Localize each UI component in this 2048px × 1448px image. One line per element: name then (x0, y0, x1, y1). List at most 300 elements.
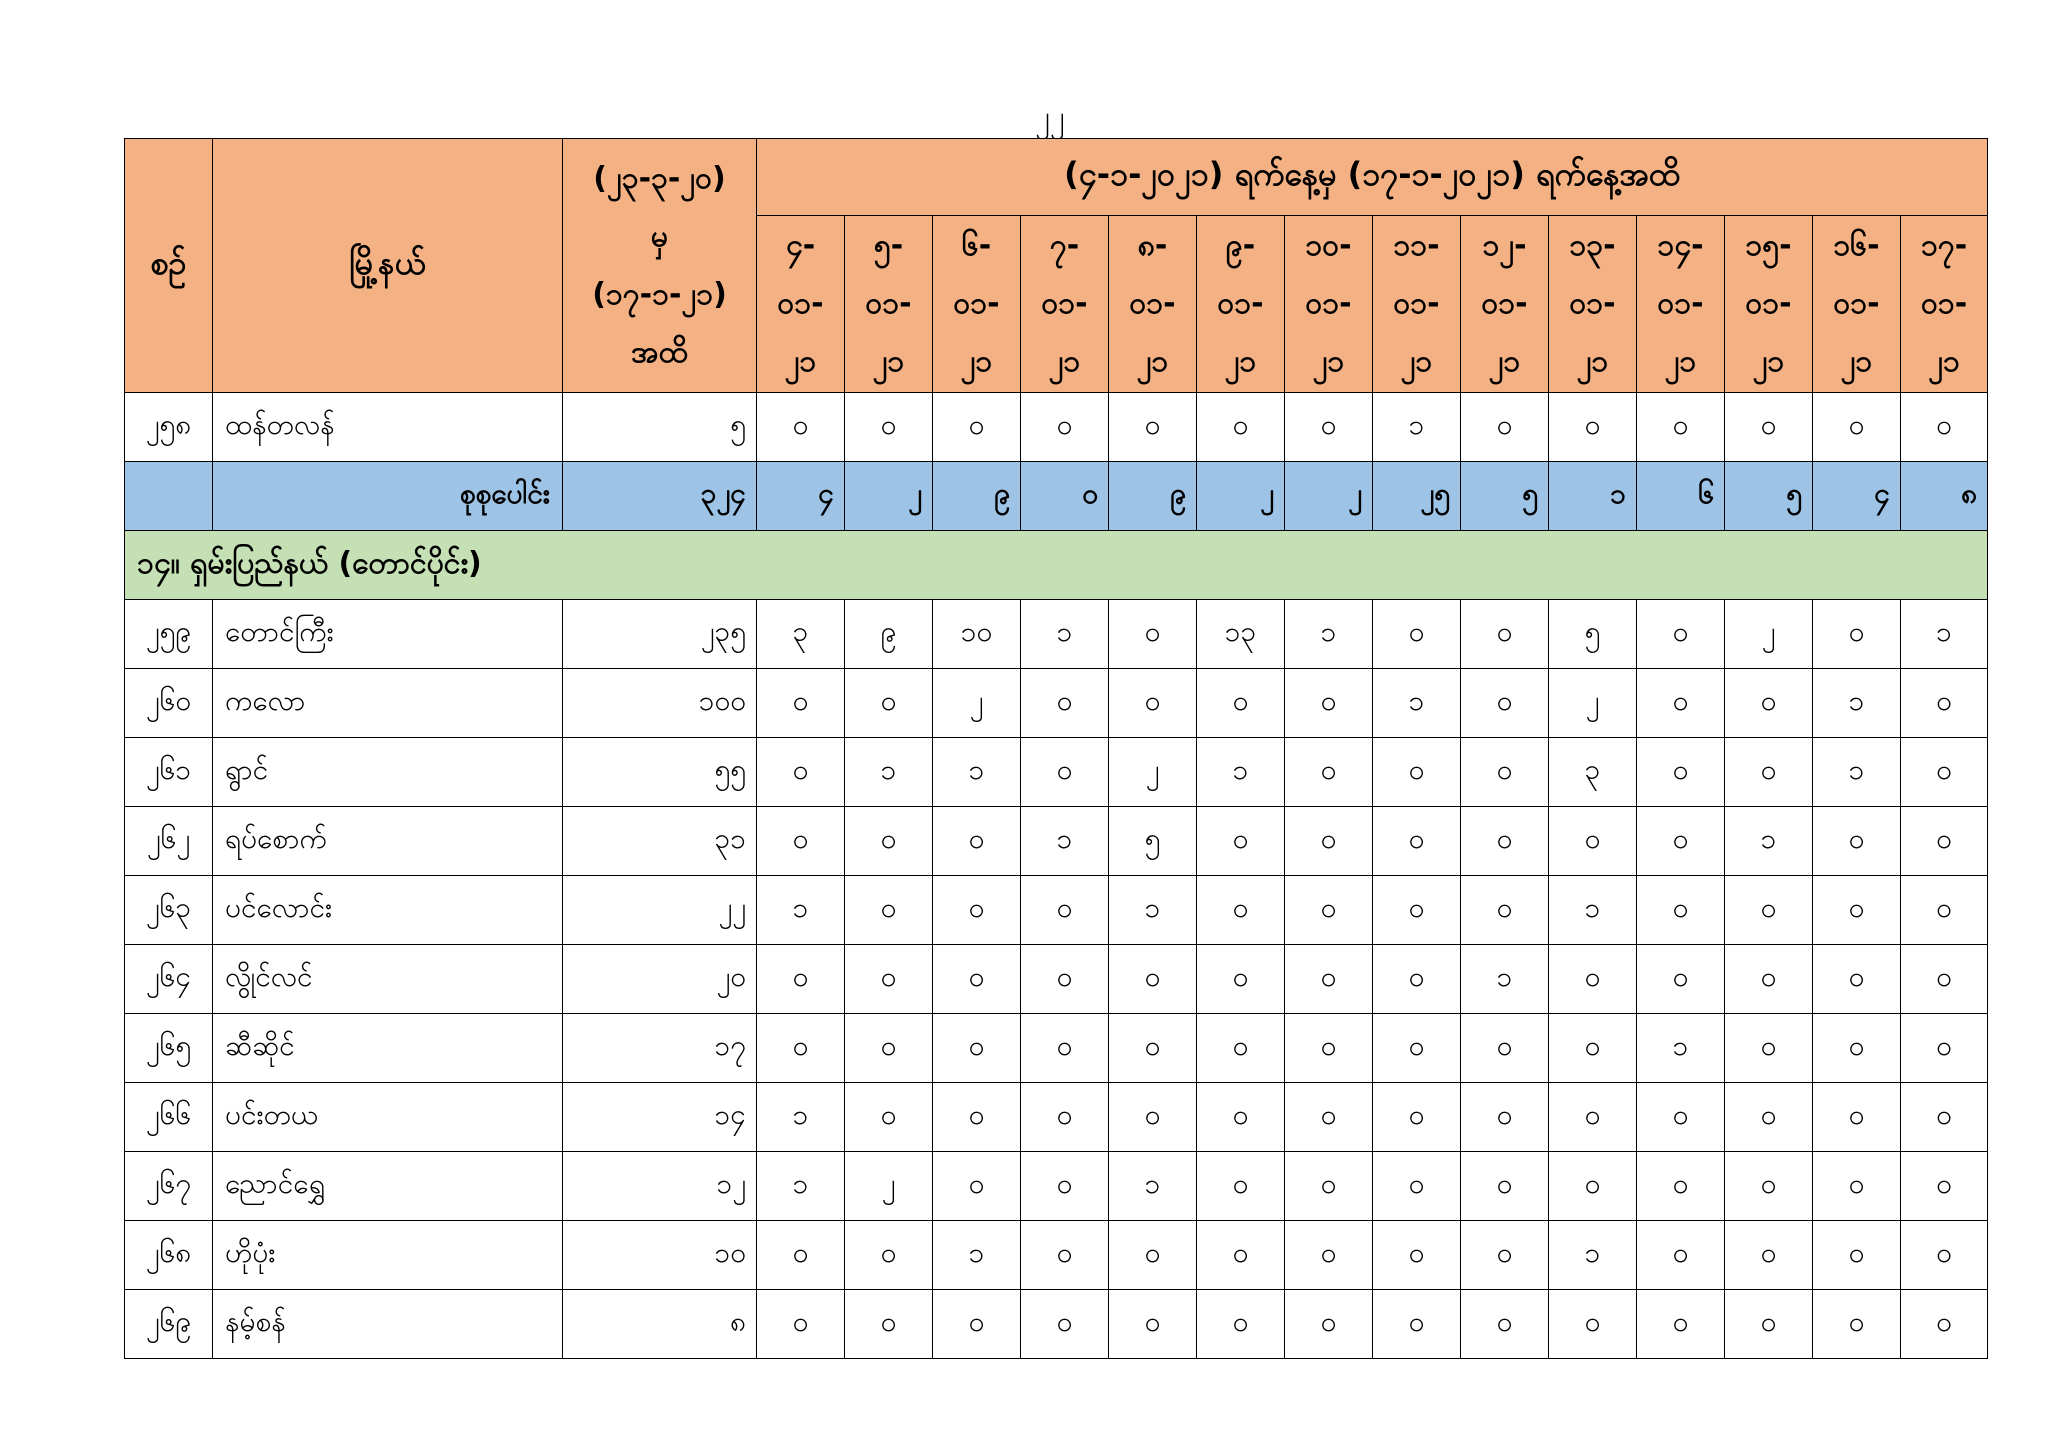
row-cumulative-total: ၃၁ (563, 807, 757, 876)
row-serial: ၂၅၉ (125, 600, 213, 669)
table-row (125, 807, 1988, 876)
header-date (1901, 216, 1988, 393)
day-cell: ၀ (757, 393, 845, 462)
day-cell: ၀ (1197, 1290, 1285, 1359)
day-cell: ၀ (1021, 1014, 1109, 1083)
date-part: ၀၁- (953, 286, 1000, 321)
date-part: ၁၅- (1745, 228, 1792, 263)
day-cell: ၀ (933, 876, 1021, 945)
date-part: ၀၁- (1657, 286, 1704, 321)
row-township: ရပ်စောက် (213, 807, 563, 876)
header-date (1021, 216, 1109, 393)
day-cell: ၀ (1549, 393, 1637, 462)
day-cell: ၀ (1461, 738, 1549, 807)
date-part: ၂၁ (1752, 344, 1785, 379)
date-part: ၇- (1049, 228, 1080, 263)
date-part: ၁၀- (1305, 228, 1352, 263)
day-cell: ၂ (1549, 669, 1637, 738)
subtotal-day: ၁ (1549, 462, 1637, 531)
row-serial: ၂၆၇ (125, 1152, 213, 1221)
day-cell: ၀ (845, 1083, 933, 1152)
day-cell: ၁ (1461, 945, 1549, 1014)
day-cell: ၀ (1637, 876, 1725, 945)
day-cell: ၀ (1901, 1221, 1988, 1290)
day-cell: ၀ (1021, 1083, 1109, 1152)
row-township: ကလော (213, 669, 563, 738)
header-date (1285, 216, 1373, 393)
table-row (125, 1014, 1988, 1083)
table-row (125, 738, 1988, 807)
day-cell: ၀ (1109, 669, 1197, 738)
subtotal-row (125, 462, 1988, 531)
day-cell: ၀ (757, 669, 845, 738)
day-cell: ၀ (1549, 1290, 1637, 1359)
row-serial: ၂၆၁ (125, 738, 213, 807)
day-cell: ၀ (1197, 1014, 1285, 1083)
day-cell: ၀ (1549, 1014, 1637, 1083)
header-date (1373, 216, 1461, 393)
subtotal-serial-blank (125, 462, 213, 531)
day-cell: ၀ (1813, 600, 1901, 669)
date-part: ၂၁ (1488, 344, 1521, 379)
day-cell: ၂ (845, 1152, 933, 1221)
table-row (125, 945, 1988, 1014)
table-row (125, 1083, 1988, 1152)
day-cell: ၀ (1109, 945, 1197, 1014)
day-cell: ၀ (1197, 1152, 1285, 1221)
date-part: ၂၁ (1400, 344, 1433, 379)
date-part: ၉- (1225, 228, 1256, 263)
day-cell: ၀ (1285, 807, 1373, 876)
day-cell: ၀ (1285, 1221, 1373, 1290)
day-cell: ၀ (757, 1221, 845, 1290)
header-cumulative-period (563, 139, 757, 393)
day-cell: ၁ (1549, 1221, 1637, 1290)
day-cell: ၂ (1109, 738, 1197, 807)
subtotal-day: ၉ (1109, 462, 1197, 531)
date-part: ၁၁- (1393, 228, 1440, 263)
day-cell: ၀ (1725, 876, 1813, 945)
day-cell: ၀ (1197, 669, 1285, 738)
day-cell: ၀ (1549, 1083, 1637, 1152)
day-cell: ၀ (757, 945, 845, 1014)
header-date (1637, 216, 1725, 393)
subtotal-day: ၄ (1813, 462, 1901, 531)
day-cell: ၁ (933, 1221, 1021, 1290)
day-cell: ၀ (1813, 1083, 1901, 1152)
table-row (125, 876, 1988, 945)
header-date (1549, 216, 1637, 393)
day-cell: ၂ (933, 669, 1021, 738)
day-cell: ၀ (1285, 945, 1373, 1014)
day-cell: ၀ (1373, 876, 1461, 945)
row-serial: ၂၆၈ (125, 1221, 213, 1290)
day-cell: ၀ (1637, 1221, 1725, 1290)
day-cell: ၀ (1197, 876, 1285, 945)
date-part: ၀၁- (1569, 286, 1616, 321)
day-cell: ၀ (1285, 876, 1373, 945)
day-cell: ၀ (1725, 1221, 1813, 1290)
table-body (125, 393, 1988, 1359)
day-cell: ၀ (845, 1290, 933, 1359)
date-part: ၅- (873, 228, 904, 263)
date-part: ၁၂- (1482, 228, 1527, 263)
row-cumulative-total: ၂၃၅ (563, 600, 757, 669)
table-row (125, 393, 1988, 462)
subtotal-day: ၄ (757, 462, 845, 531)
day-cell: ၀ (933, 945, 1021, 1014)
day-cell: ၀ (1901, 807, 1988, 876)
subtotal-day: ၅ (1461, 462, 1549, 531)
day-cell: ၀ (1637, 393, 1725, 462)
date-part: ၂၁ (1840, 344, 1873, 379)
date-part: ၆- (961, 228, 992, 263)
subtotal-day: ၈ (1901, 462, 1988, 531)
day-cell: ၃ (757, 600, 845, 669)
day-cell: ၀ (1021, 393, 1109, 462)
day-cell: ၁ (757, 1083, 845, 1152)
day-cell: ၀ (1637, 669, 1725, 738)
day-cell: ၀ (1373, 738, 1461, 807)
day-cell: ၃ (1549, 738, 1637, 807)
day-cell: ၀ (1637, 738, 1725, 807)
date-part: ၂၁ (1928, 344, 1960, 379)
subtotal-day: ၀ (1021, 462, 1109, 531)
date-part: ၁၃- (1569, 228, 1616, 263)
day-cell: ၁ (1813, 669, 1901, 738)
day-cell: ၀ (1901, 876, 1988, 945)
day-cell: ၀ (1373, 807, 1461, 876)
day-cell: ၀ (1373, 945, 1461, 1014)
day-cell: ၁ (933, 738, 1021, 807)
day-cell: ၀ (1901, 1014, 1988, 1083)
table-row (125, 1152, 1988, 1221)
date-part: ၀၁- (1305, 286, 1352, 321)
day-cell: ၀ (1725, 1152, 1813, 1221)
day-cell: ၀ (933, 393, 1021, 462)
date-part: ၂၁ (1224, 344, 1257, 379)
day-cell: ၀ (1197, 393, 1285, 462)
subtotal-day: ၉ (933, 462, 1021, 531)
day-cell: ၀ (1285, 1152, 1373, 1221)
period-line-4: အထိ (631, 334, 688, 370)
date-part: ၀၁- (1393, 286, 1440, 321)
row-cumulative-total: ၁၂ (563, 1152, 757, 1221)
date-part: ၂၁ (872, 344, 905, 379)
day-cell: ၀ (1285, 669, 1373, 738)
day-cell: ၀ (1285, 1290, 1373, 1359)
day-cell: ၂ (1725, 600, 1813, 669)
day-cell: ၀ (1461, 669, 1549, 738)
row-township: ပင်းတယ (213, 1083, 563, 1152)
subtotal-day: ၂ (845, 462, 933, 531)
row-serial: ၂၆၉ (125, 1290, 213, 1359)
day-cell: ၅ (1109, 807, 1197, 876)
row-township: နမ့်စန် (213, 1290, 563, 1359)
header-date (1813, 216, 1901, 393)
day-cell: ၀ (1021, 1152, 1109, 1221)
subtotal-day: ၂၅ (1373, 462, 1461, 531)
date-part: ၂၁ (1048, 344, 1081, 379)
day-cell: ၀ (1813, 1290, 1901, 1359)
subtotal-day: ၆ (1637, 462, 1725, 531)
day-cell: ၀ (1109, 1290, 1197, 1359)
row-cumulative-total: ၁၀၀ (563, 669, 757, 738)
day-cell: ၀ (1549, 807, 1637, 876)
row-serial: ၂၆၆ (125, 1083, 213, 1152)
day-cell: ၁၀ (933, 600, 1021, 669)
row-township: ရွာင် (213, 738, 563, 807)
day-cell: ၁ (757, 1152, 845, 1221)
day-cell: ၀ (1021, 1290, 1109, 1359)
day-cell: ၁ (1109, 876, 1197, 945)
day-cell: ၀ (1461, 1083, 1549, 1152)
day-cell: ၀ (1901, 945, 1988, 1014)
table-row (125, 669, 1988, 738)
row-serial: ၂၆၂ (125, 807, 213, 876)
day-cell: ၀ (757, 1014, 845, 1083)
date-part: ၂၁ (1312, 344, 1345, 379)
date-part: ၀၁- (1481, 286, 1528, 321)
date-part: ၂၁ (960, 344, 993, 379)
row-township: ပင်လောင်း (213, 876, 563, 945)
day-cell: ၀ (933, 807, 1021, 876)
date-part: ၀၁- (865, 286, 912, 321)
day-cell: ၀ (1373, 1221, 1461, 1290)
day-cell: ၁ (1021, 600, 1109, 669)
day-cell: ၀ (1813, 1014, 1901, 1083)
covid-cases-table (124, 138, 1988, 1359)
subtotal-label: စုစုပေါင်း (213, 462, 563, 531)
day-cell: ၀ (1109, 1221, 1197, 1290)
day-cell: ၀ (1021, 738, 1109, 807)
subtotal-day: ၅ (1725, 462, 1813, 531)
day-cell: ၀ (1637, 600, 1725, 669)
row-cumulative-total: ၅၅ (563, 738, 757, 807)
date-part: ၀၁- (1217, 286, 1264, 321)
day-cell: ၀ (933, 1083, 1021, 1152)
day-cell: ၀ (1637, 807, 1725, 876)
day-cell: ၀ (1197, 1221, 1285, 1290)
table-row (125, 600, 1988, 669)
day-cell: ၀ (1461, 1221, 1549, 1290)
page-number: ၂၂ (1035, 100, 1065, 135)
row-cumulative-total: ၁၄ (563, 1083, 757, 1152)
row-cumulative-total: ၅ (563, 393, 757, 462)
date-part: ၂၁ (784, 344, 817, 379)
day-cell: ၀ (1901, 738, 1988, 807)
row-cumulative-total: ၂၂ (563, 876, 757, 945)
day-cell: ၀ (1285, 393, 1373, 462)
day-cell: ၀ (757, 1290, 845, 1359)
day-cell: ၀ (845, 945, 933, 1014)
date-part: ၂၁ (1576, 344, 1609, 379)
day-cell: ၀ (1285, 1014, 1373, 1083)
date-part: ၀၁- (1041, 286, 1088, 321)
day-cell: ၀ (1197, 945, 1285, 1014)
date-part: ၀၁- (1129, 286, 1176, 321)
day-cell: ၀ (1637, 1290, 1725, 1359)
subtotal-day: ၂ (1197, 462, 1285, 531)
day-cell: ၀ (1725, 1083, 1813, 1152)
day-cell: ၀ (1373, 1083, 1461, 1152)
day-cell: ၀ (1021, 876, 1109, 945)
header-serial: စဉ် (125, 139, 213, 393)
day-cell: ၁ (1285, 600, 1373, 669)
day-cell: ၁ (845, 738, 933, 807)
row-serial: ၂၅၈ (125, 393, 213, 462)
period-line-3: (၁၇-၁-၂၁) (592, 276, 727, 312)
day-cell: ၀ (1549, 1152, 1637, 1221)
row-cumulative-total: ၈ (563, 1290, 757, 1359)
header-date (757, 216, 845, 393)
row-township: ထန်တလန် (213, 393, 563, 462)
day-cell: ၁ (1109, 1152, 1197, 1221)
day-cell: ၀ (933, 1290, 1021, 1359)
header-date (1109, 216, 1197, 393)
date-part: ၂၁ (1136, 344, 1169, 379)
row-serial: ၂၆၀ (125, 669, 213, 738)
table-row (125, 1290, 1988, 1359)
day-cell: ၀ (1109, 1083, 1197, 1152)
day-cell: ၀ (1461, 1290, 1549, 1359)
day-cell: ၁ (1813, 738, 1901, 807)
day-cell: ၀ (1373, 600, 1461, 669)
day-cell: ၀ (1109, 600, 1197, 669)
day-cell: ၀ (1109, 393, 1197, 462)
date-part: ၀၁- (777, 286, 824, 321)
day-cell: ၁ (757, 876, 845, 945)
day-cell: ၀ (1637, 1152, 1725, 1221)
day-cell: ၀ (1813, 1152, 1901, 1221)
period-line-2: မှ (650, 218, 669, 254)
subtotal-cumulative: ၃၂၄ (563, 462, 757, 531)
row-township: ဆီဆိုင် (213, 1014, 563, 1083)
date-part: ၈- (1137, 228, 1168, 263)
day-cell: ၀ (845, 669, 933, 738)
subtotal-day: ၂ (1285, 462, 1373, 531)
day-cell: ၀ (1021, 945, 1109, 1014)
date-part: ၁၆- (1833, 228, 1880, 263)
day-cell: ၁ (1197, 738, 1285, 807)
day-cell: ၀ (1901, 1152, 1988, 1221)
header-date (845, 216, 933, 393)
date-part: ၂၁ (1664, 344, 1697, 379)
day-cell: ၀ (1725, 1290, 1813, 1359)
day-cell: ၀ (1373, 1014, 1461, 1083)
row-township: လွိုင်လင် (213, 945, 563, 1014)
day-cell: ၀ (1197, 807, 1285, 876)
day-cell: ၀ (1901, 393, 1988, 462)
day-cell: ၀ (1461, 876, 1549, 945)
day-cell: ၀ (1901, 669, 1988, 738)
section-title: ၁၄။ ရှမ်းပြည်နယ် (တောင်ပိုင်း) (125, 531, 1988, 600)
row-serial: ၂၆၃ (125, 876, 213, 945)
day-cell: ၀ (1813, 1221, 1901, 1290)
day-cell: ၁၃ (1197, 600, 1285, 669)
table-header (125, 139, 1988, 393)
row-cumulative-total: ၁၇ (563, 1014, 757, 1083)
table-row (125, 1221, 1988, 1290)
day-cell: ၀ (1901, 1083, 1988, 1152)
day-cell: ၀ (1813, 945, 1901, 1014)
header-date-range: (၄-၁-၂၀၂၁) ရက်နေ့မှ (၁၇-၁-၂၀၂၁) ရက်နေ့အထိ (757, 139, 1988, 216)
header-date (933, 216, 1021, 393)
day-cell: ၀ (845, 393, 933, 462)
day-cell: ၀ (1901, 1290, 1988, 1359)
date-part: ၁၇- (1920, 228, 1968, 263)
day-cell: ၁ (1901, 600, 1988, 669)
day-cell: ၀ (1549, 945, 1637, 1014)
day-cell: ၁ (1373, 393, 1461, 462)
day-cell: ၁ (1021, 807, 1109, 876)
day-cell: ၀ (933, 1152, 1021, 1221)
day-cell: ၀ (845, 807, 933, 876)
row-township: တောင်ကြီး (213, 600, 563, 669)
day-cell: ၀ (1637, 1083, 1725, 1152)
header-date (1461, 216, 1549, 393)
day-cell: ၀ (933, 1014, 1021, 1083)
date-part: ၀၁- (1745, 286, 1792, 321)
day-cell: ၀ (1813, 393, 1901, 462)
day-cell: ၀ (1725, 669, 1813, 738)
row-cumulative-total: ၂၀ (563, 945, 757, 1014)
day-cell: ၀ (845, 1221, 933, 1290)
day-cell: ၀ (1461, 807, 1549, 876)
row-township: ဟိုပုံး (213, 1221, 563, 1290)
date-part: ၁၄- (1657, 228, 1704, 263)
row-cumulative-total: ၁၀ (563, 1221, 757, 1290)
day-cell: ၀ (1725, 945, 1813, 1014)
day-cell: ၁ (1725, 807, 1813, 876)
date-part: ၄- (785, 228, 816, 263)
row-township: ညောင်ရွှေ (213, 1152, 563, 1221)
period-line-1: (၂၃-၃-၂၀) (593, 160, 726, 196)
header-township: မြို့နယ် (213, 139, 563, 393)
day-cell: ၀ (1637, 945, 1725, 1014)
day-cell: ၉ (845, 600, 933, 669)
day-cell: ၀ (1725, 738, 1813, 807)
day-cell: ၁ (1373, 669, 1461, 738)
section-header-row (125, 531, 1988, 600)
day-cell: ၀ (845, 1014, 933, 1083)
day-cell: ၀ (757, 807, 845, 876)
day-cell: ၀ (1021, 1221, 1109, 1290)
day-cell: ၀ (845, 876, 933, 945)
day-cell: ၀ (1813, 876, 1901, 945)
day-cell: ၀ (1461, 1014, 1549, 1083)
day-cell: ၀ (1725, 1014, 1813, 1083)
day-cell: ၅ (1549, 600, 1637, 669)
row-serial: ၂၆၄ (125, 945, 213, 1014)
day-cell: ၀ (1285, 738, 1373, 807)
day-cell: ၀ (757, 738, 845, 807)
day-cell: ၀ (1197, 1083, 1285, 1152)
day-cell: ၁ (1637, 1014, 1725, 1083)
day-cell: ၀ (1373, 1152, 1461, 1221)
row-serial: ၂၆၅ (125, 1014, 213, 1083)
day-cell: ၀ (1461, 393, 1549, 462)
day-cell: ၀ (1373, 1290, 1461, 1359)
day-cell: ၀ (1725, 393, 1813, 462)
day-cell: ၀ (1461, 1152, 1549, 1221)
day-cell: ၁ (1549, 876, 1637, 945)
date-part: ၀၁- (1920, 286, 1968, 321)
header-date (1725, 216, 1813, 393)
day-cell: ၀ (1285, 1083, 1373, 1152)
date-part: ၀၁- (1833, 286, 1880, 321)
day-cell: ၀ (1109, 1014, 1197, 1083)
